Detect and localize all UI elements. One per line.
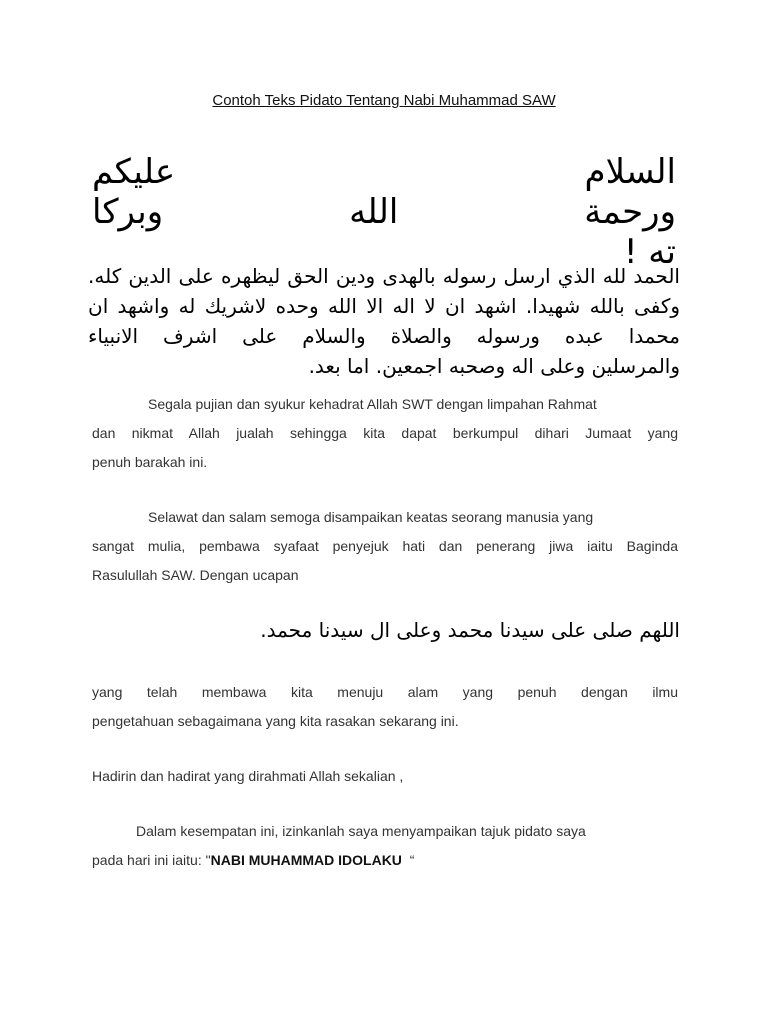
paragraph-1-line-3: penuh barakah ini. <box>92 454 208 470</box>
paragraph-2-line-1: Selawat dan salam semoga disampaikan keatas seorang manusia yang <box>148 509 594 525</box>
paragraph-1-line-1: Segala pujian dan syukur kehadrat Allah SWT dengan limpahan Rahmat <box>148 396 597 412</box>
paragraph-5-suffix: “ <box>409 852 415 868</box>
arabic-opening-line-3: محمدا عبده ورسوله والصلاة والسلام على اشرف الانبياء <box>88 324 680 348</box>
paragraph-1-line-2: dan nikmat Allah jualah sehingga kita dapat berkumpul dihari Jumaat yang <box>92 425 678 441</box>
arabic-opening-line-4: والمرسلين وعلى اله وصحبه اجمعين. اما بعد. <box>308 354 680 378</box>
paragraph-5-line-1: Dalam kesempatan ini, izinkanlah saya menyampaikan tajuk pidato saya <box>136 823 586 839</box>
arabic-opening-line-2: وكفى بالله شهيدا. اشهد ان لا اله الا الله وحده لاشريك له واشهد ان <box>88 294 680 318</box>
paragraph-2-line-3: Rasulullah SAW. Dengan ucapan <box>92 567 299 583</box>
paragraph-3-line-2: pengetahuan sebagaimana yang kita rasakan sekarang ini. <box>92 713 459 729</box>
paragraph-3-line-1: yang telah membawa kita menuju alam yang penuh dengan ilmu <box>92 684 678 700</box>
arabic-greeting-line-3: ته ! <box>623 232 676 272</box>
arabic-greeting-line-2: ورحمة الله وبركا <box>92 192 676 232</box>
paragraph-5-prefix: pada hari ini iaitu: " <box>92 852 211 868</box>
paragraph-2-line-2: sangat mulia, pembawa syafaat penyejuk hati dan penerang jiwa iaitu Baginda <box>92 538 678 554</box>
arabic-greeting-line-1: السلام عليكم <box>92 152 676 192</box>
page-title: Contoh Teks Pidato Tentang Nabi Muhammad SAW <box>212 92 556 109</box>
paragraph-5-line-2 <box>92 852 414 868</box>
arabic-selawat: اللهم صلى على سيدنا محمد وعلى ال سيدنا محمد. <box>260 618 680 642</box>
paragraph-4: Hadirin dan hadirat yang dirahmati Allah sekalian , <box>92 768 404 784</box>
speech-topic: NABI MUHAMMAD IDOLAKU <box>210 852 402 868</box>
arabic-opening-line-1: الحمد لله الذي ارسل رسوله بالهدى ودين الحق ليظهره على الدين كله. <box>88 264 680 288</box>
